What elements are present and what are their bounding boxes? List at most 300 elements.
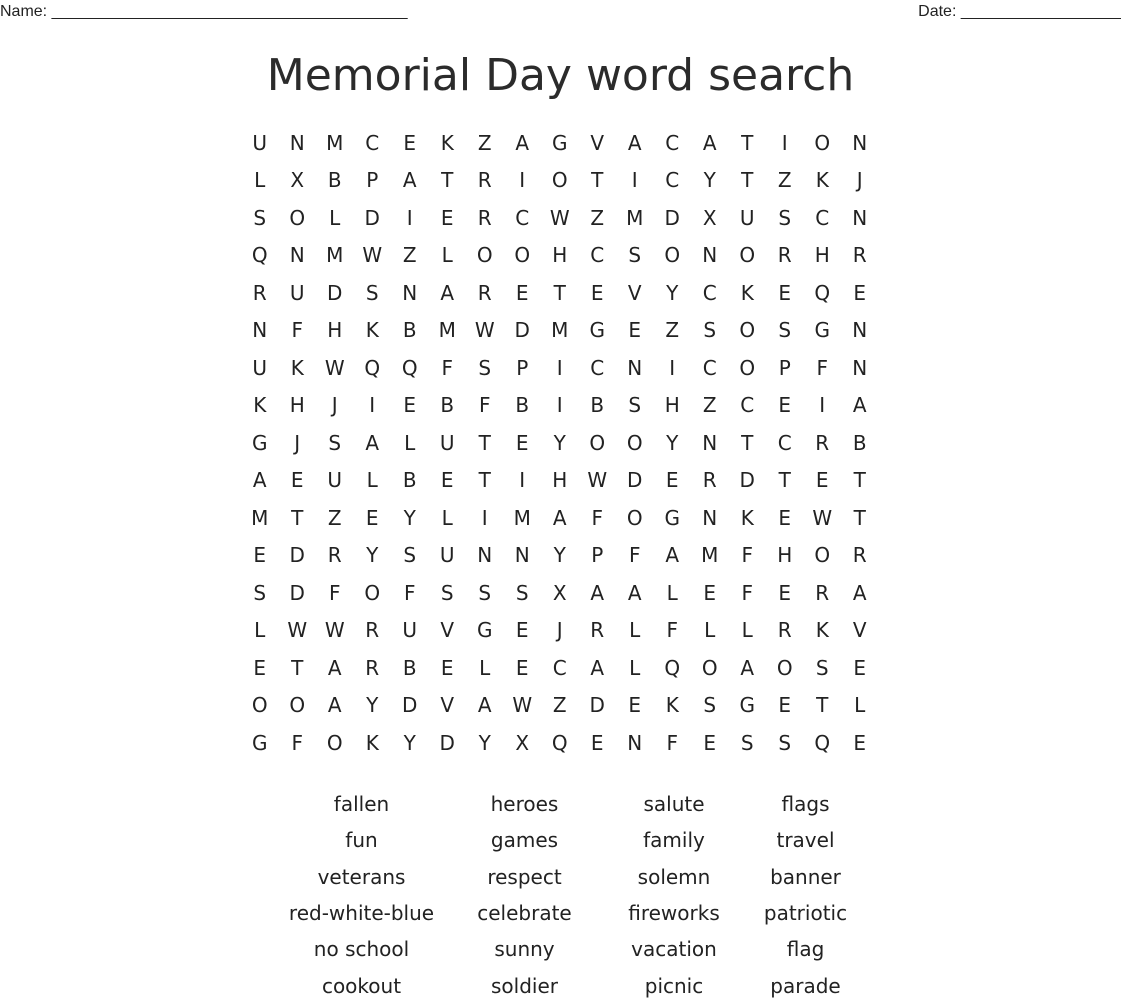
grid-letter: I [481,505,488,530]
grid-letter: V [590,130,605,155]
grid-letter: A [852,580,867,605]
grid-letter: M [626,205,644,230]
word-list-item: patriotic [763,901,848,926]
grid-letter: D [289,580,305,605]
grid-letter: X [290,168,305,193]
grid-letter: T [778,468,791,493]
grid-letter: Q [814,280,831,305]
grid-letter: W [474,318,495,343]
grid-letter: F [403,580,416,605]
grid-letter: K [253,393,267,418]
grid-letter: O [626,430,643,455]
grid-letter: S [703,318,717,343]
grid-letter: A [702,130,717,155]
grid-letter: W [587,468,608,493]
grid-letter: L [441,243,453,268]
grid-letter: X [552,580,567,605]
grid-letter: L [741,618,753,643]
grid-letter: C [702,280,717,305]
grid-letter: U [289,280,305,305]
grid-letter: T [853,505,866,530]
grid-letter: C [590,355,605,380]
grid-letter: U [327,468,343,493]
grid-letter: D [289,543,305,568]
grid-letter: G [252,430,268,455]
grid-letter: C [590,243,605,268]
grid-letter: O [701,655,718,680]
grid-letter: C [777,430,792,455]
grid-letter: F [328,580,341,605]
grid-letter: R [852,543,867,568]
grid-letter: O [289,693,306,718]
grid-letter: O [626,505,643,530]
grid-letter: U [739,205,755,230]
grid-letter: J [331,393,338,418]
grid-letter: C [515,205,530,230]
grid-letter: V [627,280,642,305]
grid-letter: E [440,205,454,230]
word-list-item: family [643,828,705,853]
grid-letter: U [252,355,268,380]
grid-letter: Y [403,730,416,755]
grid-letter: F [441,355,453,380]
grid-letter: W [812,505,833,530]
grid-letter: O [514,243,531,268]
grid-letter: N [402,280,418,305]
word-list-item: sunny [494,937,555,962]
grid-letter: D [627,468,643,493]
grid-letter: R [477,205,492,230]
grid-letter: P [366,168,379,193]
word-list-item: parade [770,973,841,998]
grid-letter: T [441,168,454,193]
grid-letter: B [402,318,417,343]
grid-letter: C [365,130,380,155]
grid-letter: M [701,543,719,568]
grid-letter: F [291,730,303,755]
grid-letter: C [665,130,680,155]
grid-letter: R [777,618,792,643]
grid-letter: A [252,468,267,493]
grid-letter: E [628,318,642,343]
grid-letter: F [666,618,678,643]
grid-letter: R [365,655,380,680]
grid-letter: O [776,655,793,680]
grid-letter: Z [777,168,792,193]
grid-letter: S [253,580,267,605]
grid-letter: M [438,318,456,343]
grid-letter: E [778,505,792,530]
grid-letter: Y [553,430,566,455]
grid-letter: N [852,318,868,343]
grid-letter: Y [553,543,566,568]
grid-letter: M [326,243,344,268]
word-list-item: games [490,828,559,853]
word-list-item: banner [770,864,841,889]
grid-letter: E [853,655,867,680]
grid-letter: S [628,243,642,268]
grid-letter: I [631,168,638,193]
grid-letter: O [664,243,681,268]
grid-letter: S [778,205,792,230]
word-list-item: solemn [637,864,711,889]
grid-letter: H [327,318,343,343]
grid-letter: E [403,130,417,155]
grid-letter: E [778,280,792,305]
grid-letter: S [740,730,754,755]
grid-letter: D [327,280,343,305]
grid-letter: T [741,130,754,155]
grid-letter: N [289,243,305,268]
word-list-item: heroes [490,792,559,817]
grid-letter: E [853,730,867,755]
grid-letter: L [404,430,416,455]
grid-letter: I [669,355,676,380]
grid-letter: N [852,205,868,230]
grid-letter: A [515,130,530,155]
grid-letter: I [819,393,826,418]
grid-letter: A [477,693,492,718]
grid-letter: N [477,543,493,568]
grid-letter: R [777,243,792,268]
grid-letter: U [252,130,268,155]
grid-letter: S [778,318,792,343]
grid-letter: Y [366,543,379,568]
grid-letter: W [512,693,533,718]
grid-letter: L [629,618,641,643]
grid-letter: F [591,505,603,530]
grid-letter: J [294,430,301,455]
grid-letter: H [289,393,305,418]
grid-letter: O [476,243,493,268]
grid-letter: A [590,655,605,680]
grid-letter: T [478,468,491,493]
grid-letter: N [702,505,718,530]
grid-letter: A [440,280,455,305]
grid-letter: W [324,618,345,643]
grid-letter: O [551,168,568,193]
grid-letter: A [327,655,342,680]
grid-letter: A [327,693,342,718]
grid-letter: N [627,355,643,380]
grid-letter: O [589,430,606,455]
grid-letter: K [290,355,304,380]
grid-letter: K [740,505,754,530]
grid-letter: S [403,543,417,568]
grid-letter: E [778,580,792,605]
grid-letter: P [516,355,529,380]
page-title: Memorial Day word search [266,50,855,101]
grid-letter: A [852,393,867,418]
grid-letter: Z [477,130,492,155]
grid-letter: E [628,693,642,718]
grid-letter: I [369,393,376,418]
word-list-item: flag [786,937,825,962]
grid-letter: G [252,730,268,755]
grid-letter: A [627,580,642,605]
grid-letter: S [778,730,792,755]
grid-letter: T [591,168,604,193]
grid-letter: L [366,468,378,493]
grid-letter: A [590,580,605,605]
grid-letter: E [590,280,604,305]
grid-letter: E [440,468,454,493]
grid-letter: I [406,205,413,230]
grid-letter: P [778,355,791,380]
grid-letter: S [515,580,529,605]
grid-letter: E [590,730,604,755]
grid-letter: Q [364,355,381,380]
grid-letter: O [364,580,381,605]
grid-letter: X [515,730,530,755]
grid-letter: D [402,693,418,718]
grid-letter: F [816,355,828,380]
grid-letter: H [814,243,830,268]
word-list-item: vacation [631,937,717,962]
date-field-label: Date: __________________ [918,3,1121,20]
grid-letter: O [814,543,831,568]
grid-letter: R [477,168,492,193]
grid-letter: Z [327,505,342,530]
word-list-item: travel [776,828,835,853]
grid-letter: O [326,730,343,755]
grid-letter: S [478,580,492,605]
grid-letter: G [589,318,605,343]
grid-letter: L [629,655,641,680]
grid-letter: Y [666,430,679,455]
grid-letter: L [479,655,491,680]
grid-letter: J [856,168,863,193]
grid-letter: R [477,280,492,305]
grid-letter: T [816,693,829,718]
grid-letter: R [590,618,605,643]
grid-letter: O [251,693,268,718]
word-list-item: flags [781,792,830,817]
grid-letter: O [814,130,831,155]
grid-letter: L [441,505,453,530]
grid-letter: Y [478,730,491,755]
grid-letter: D [514,318,530,343]
grid-letter: Y [366,693,379,718]
grid-letter: T [853,468,866,493]
grid-letter: N [852,130,868,155]
grid-letter: F [291,318,303,343]
grid-letter: K [440,130,454,155]
grid-letter: Z [552,693,567,718]
grid-letter: O [739,243,756,268]
grid-letter: F [741,580,753,605]
grid-letter: Y [403,505,416,530]
grid-letter: L [254,618,266,643]
word-list [280,786,869,1004]
grid-letter: Z [665,318,680,343]
grid-letter: D [364,205,380,230]
grid-letter: B [515,393,530,418]
grid-letter: L [329,205,341,230]
grid-letter: E [815,468,829,493]
grid-letter: M [513,505,531,530]
grid-letter: B [402,468,417,493]
grid-letter: U [439,430,455,455]
grid-letter: Q [401,355,418,380]
grid-letter: Z [590,205,605,230]
grid-letter: T [291,505,304,530]
grid-letter: D [739,468,755,493]
grid-letter: C [665,168,680,193]
grid-letter: M [326,130,344,155]
grid-letter: R [815,430,830,455]
grid-letter: I [519,168,526,193]
grid-letter: L [254,168,266,193]
word-list-item: veterans [317,864,406,889]
grid-letter: E [703,580,717,605]
grid-letter: M [551,318,569,343]
grid-letter: C [815,205,830,230]
grid-letter: L [854,693,866,718]
grid-letter: F [478,393,491,418]
grid-letter: W [549,205,570,230]
grid-letter: K [815,618,829,643]
grid-letter: G [739,693,755,718]
grid-letter: T [553,280,566,305]
grid-letter: Y [703,168,716,193]
grid-letter: S [478,355,492,380]
grid-letter: H [552,468,568,493]
grid-letter: D [664,205,680,230]
grid-letter: T [741,430,754,455]
word-list-item: soldier [491,973,558,998]
grid-letter: Q [664,655,681,680]
grid-letter: Z [402,243,417,268]
grid-letter: A [627,130,642,155]
grid-letter: E [253,655,267,680]
grid-letter: Q [551,730,568,755]
grid-letter: B [402,655,417,680]
grid-letter: Q [251,243,268,268]
grid-letter: I [556,355,563,380]
grid-letter: U [402,618,418,643]
grid-letter: L [704,618,716,643]
grid-letter: E [665,468,679,493]
word-list-item: celebrate [477,901,572,926]
grid-letter: A [552,505,567,530]
grid-letter: B [440,393,455,418]
grid-letter: D [589,693,605,718]
grid-letter: T [741,168,754,193]
grid-letter: E [515,655,529,680]
grid-letter: P [591,543,604,568]
grid-letter: E [778,693,792,718]
grid-letter: E [853,280,867,305]
grid-letter: K [665,693,679,718]
grid-letter: V [440,693,455,718]
grid-letter: N [514,543,530,568]
grid-letter: S [440,580,454,605]
word-list-item: fallen [333,792,390,817]
grid-letter: E [778,393,792,418]
grid-letter: R [365,618,380,643]
grid-letter: W [362,243,383,268]
name-field-label: Name: ________________________________________ [0,3,408,20]
grid-letter: T [478,430,491,455]
grid-letter: G [814,318,830,343]
grid-letter: I [556,393,563,418]
grid-letter: G [552,130,568,155]
grid-letter: O [739,318,756,343]
grid-letter: O [739,355,756,380]
grid-letter: A [402,168,417,193]
grid-letter: M [251,505,269,530]
grid-letter: S [815,655,829,680]
grid-letter: E [403,393,417,418]
grid-letter: K [365,730,379,755]
grid-letter: N [852,355,868,380]
grid-letter: B [590,393,605,418]
grid-letter: S [328,430,342,455]
grid-letter: C [552,655,567,680]
grid-letter: X [702,205,717,230]
word-list-item: cookout [321,973,402,998]
grid-letter: Z [702,393,717,418]
grid-letter: S [365,280,379,305]
letter-grid [241,124,879,762]
word-list-item: red-white-blue [288,901,435,926]
grid-letter: A [665,543,680,568]
grid-letter: H [552,243,568,268]
grid-letter: T [291,655,304,680]
grid-letter: W [324,355,345,380]
grid-letter: R [815,580,830,605]
grid-letter: F [628,543,641,568]
grid-letter: G [664,505,680,530]
grid-letter: R [852,243,867,268]
grid-letter: C [702,355,717,380]
grid-letter: R [252,280,267,305]
grid-letter: E [515,618,529,643]
grid-letter: E [515,280,529,305]
grid-letter: E [253,543,267,568]
grid-letter: E [290,468,304,493]
grid-letter: B [327,168,342,193]
grid-letter: R [327,543,342,568]
grid-letter: K [815,168,829,193]
grid-letter: H [664,393,680,418]
grid-letter: V [852,618,867,643]
grid-letter: Q [814,730,831,755]
word-list-item: no school [313,937,410,962]
grid-letter: V [440,618,455,643]
grid-letter: L [666,580,678,605]
grid-letter: N [702,243,718,268]
grid-letter: B [852,430,867,455]
word-list-item: fireworks [628,901,720,926]
grid-letter: N [627,730,643,755]
grid-letter: C [740,393,755,418]
grid-letter: F [741,543,753,568]
grid-letter: F [666,730,678,755]
grid-letter: E [440,655,454,680]
word-list-item: salute [643,792,705,817]
grid-letter: R [702,468,717,493]
grid-letter: E [515,430,529,455]
grid-letter: S [703,693,717,718]
grid-letter: A [365,430,380,455]
word-list-item: respect [487,864,562,889]
grid-letter: D [439,730,455,755]
grid-letter: N [702,430,718,455]
grid-letter: E [703,730,717,755]
grid-letter: A [740,655,755,680]
